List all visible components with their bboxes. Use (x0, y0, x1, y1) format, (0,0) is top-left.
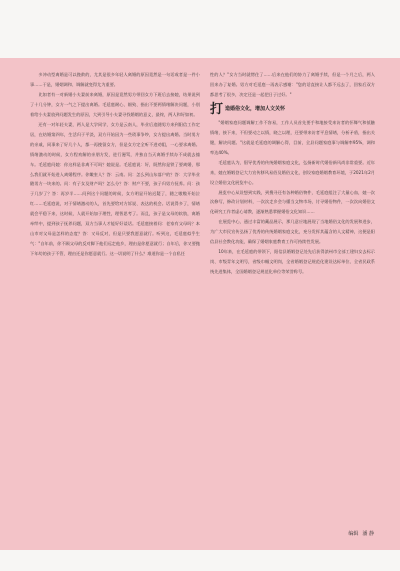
heading-text: 造婚俗文化，增加人文关怀 (225, 105, 286, 112)
article-paragraph: 性的人？"女方当时就愣住了……后来在他们的协力了离婚手续，但是一个月之后，两人回来办了复婚。男方对毛延庭一再表示感谢："您的话直接让人都不远去了，回家后双方都思考了很多，决定还是一起把日子过好。" (210, 72, 375, 97)
page-header (0, 32, 400, 52)
section-heading (210, 102, 375, 118)
heading-initial: 打 (210, 101, 224, 117)
article-paragraph: 还有一对年轻夫妻，两人是大学同学，女方是云南人，毕业后追随男方来到阳信工作定居，在结婚第四年，生活归于平淡，双方开始因为一些琐事争吵，女方提出离婚。当时男方的亲戚，同事来了好几个人，都一再挽留女方，但是女方定全听不进劝阻，一心要求离婚。情绪激动的时候，女方程劝解的亲朋方发，进行谩骂，并独自当天离婚手续办不成就去撞车。毛延庭问她：你这样是非离不可吗？她说是。毛延庭说：好，既然你是铁了要离婚，那么我们就开始进入离婚程序。你嫩室人？答：云南。问：怎么到山东落户的？答：大学毕业随男方一块来的。问：有子女及财产吗？怎么分？答：财产不要，孩子归男方抚养。问：孩子几岁了？答：再岁半……问到这个问题的时候，女方明显开始迟疑了，随之嗷嗷开始泣红……毛延庭说，对于情绪激动的人，首先要给对方诉说、表达的机会。话说得多了，情绪就会平稳下来，这时候，人就开始加于理性，理智思考了。而且，孩子是父母的软肋，离婚牵绊中，提到孩子抚养问题，双方当事人才能好好谈话。毛延庭接着问：老家有父母吗？本山市对父母是怎样的态度？答：又母反对，但是只要我愿意就行。听到这，毛延庭似乎生气："自年前，你不顾父母的反对脚下他们远走他乡，理由是你愿意就行；自年后，你又要抛下年幼的孩子不管，理由还是你愿意就行。这一切说明了什么？难道你是一个自私任 (30, 121, 200, 257)
article-paragraph: 毛延庭认为，倡导优秀的传统婚姻家庭文化，弘扬新时代婚俗新风尚非常重要。近年来，她在婚姻登记大力宣传移风易俗及婚俗文化，创设家庭婚姻教育环境，于2021年2月设立婚俗文化展览中心。 (210, 159, 375, 185)
editor-name: 潘 静 (362, 531, 374, 537)
article-paragraph: "婚姻家庭问题调解工作不容易，工作人员首先要手和地接受来访者的怀舞气和抵触情绪，接下来，不但要动之以情，晓之以理，还要带来访者平息情绪，分析矛盾，指出关键，解决问题。"这就是毛延庭的调解心得，目前，全县问题家庭事与调解率95%，调和率达40%。 (210, 119, 375, 155)
editor-label: 编辑 (348, 531, 359, 537)
article-paragraph: 展览中心从设想到实践，到搜寻还有各种婚俗物件，毛延庭组注了大量心血，她一次次修写，修改计划材料，一次次走乡会与懂当文物市场，讨寻婚俗物件，一次次向婚俗文化研究工作者虚心请教，逐渐熟悉掌握婚俗文化知识…… (210, 189, 375, 215)
article-column-right (210, 70, 375, 277)
article-paragraph: 多冲动型离婚是可以挽救的，尤其是很多年轻人离婚的原因竟然是一句话或者是一件小事……于是，婚姻调和、调解就变得尤为重要。 (30, 72, 200, 87)
article-paragraph: 比如者有一对新婚小夫妻前来离婚，原因是竟然男方带回女方下班后去接她，结果说到了十几分钟，女方一气之下提出离婚。毛延庭耐心、细致、指出不要两情绪解决问题，小别着给小夫妻放到问题发生的原因，大到引导小夫妻寻找婚姻的意义，最终，两人和好如初。 (30, 91, 200, 117)
article-column-left (30, 70, 200, 259)
article-paragraph: 在展览中心，通过丰富的藏品展示，那几意应地展现了当地婚俗文化的发展和进步，为广大市民宣传弘扬了优秀的传统婚姻家庭文化，充分发挥其蕴含的人文精神，这便是阳信县社会教化功能，确保了婚姻家庭教育工作可持续性发展。 (210, 219, 375, 245)
article-paragraph: 10年来，在毛延庭的带领下，阳信县婚姻登记处先后获得滨州市全部工建妇女去标示岗、市级青年文明号，省级巾帼文明岗，全省婚姻登记规范化建设达标单位、全省民政系统先进集体，全国婚姻登记规范化单位等荣誉称号。 (210, 249, 375, 275)
editor-credit (348, 530, 374, 537)
